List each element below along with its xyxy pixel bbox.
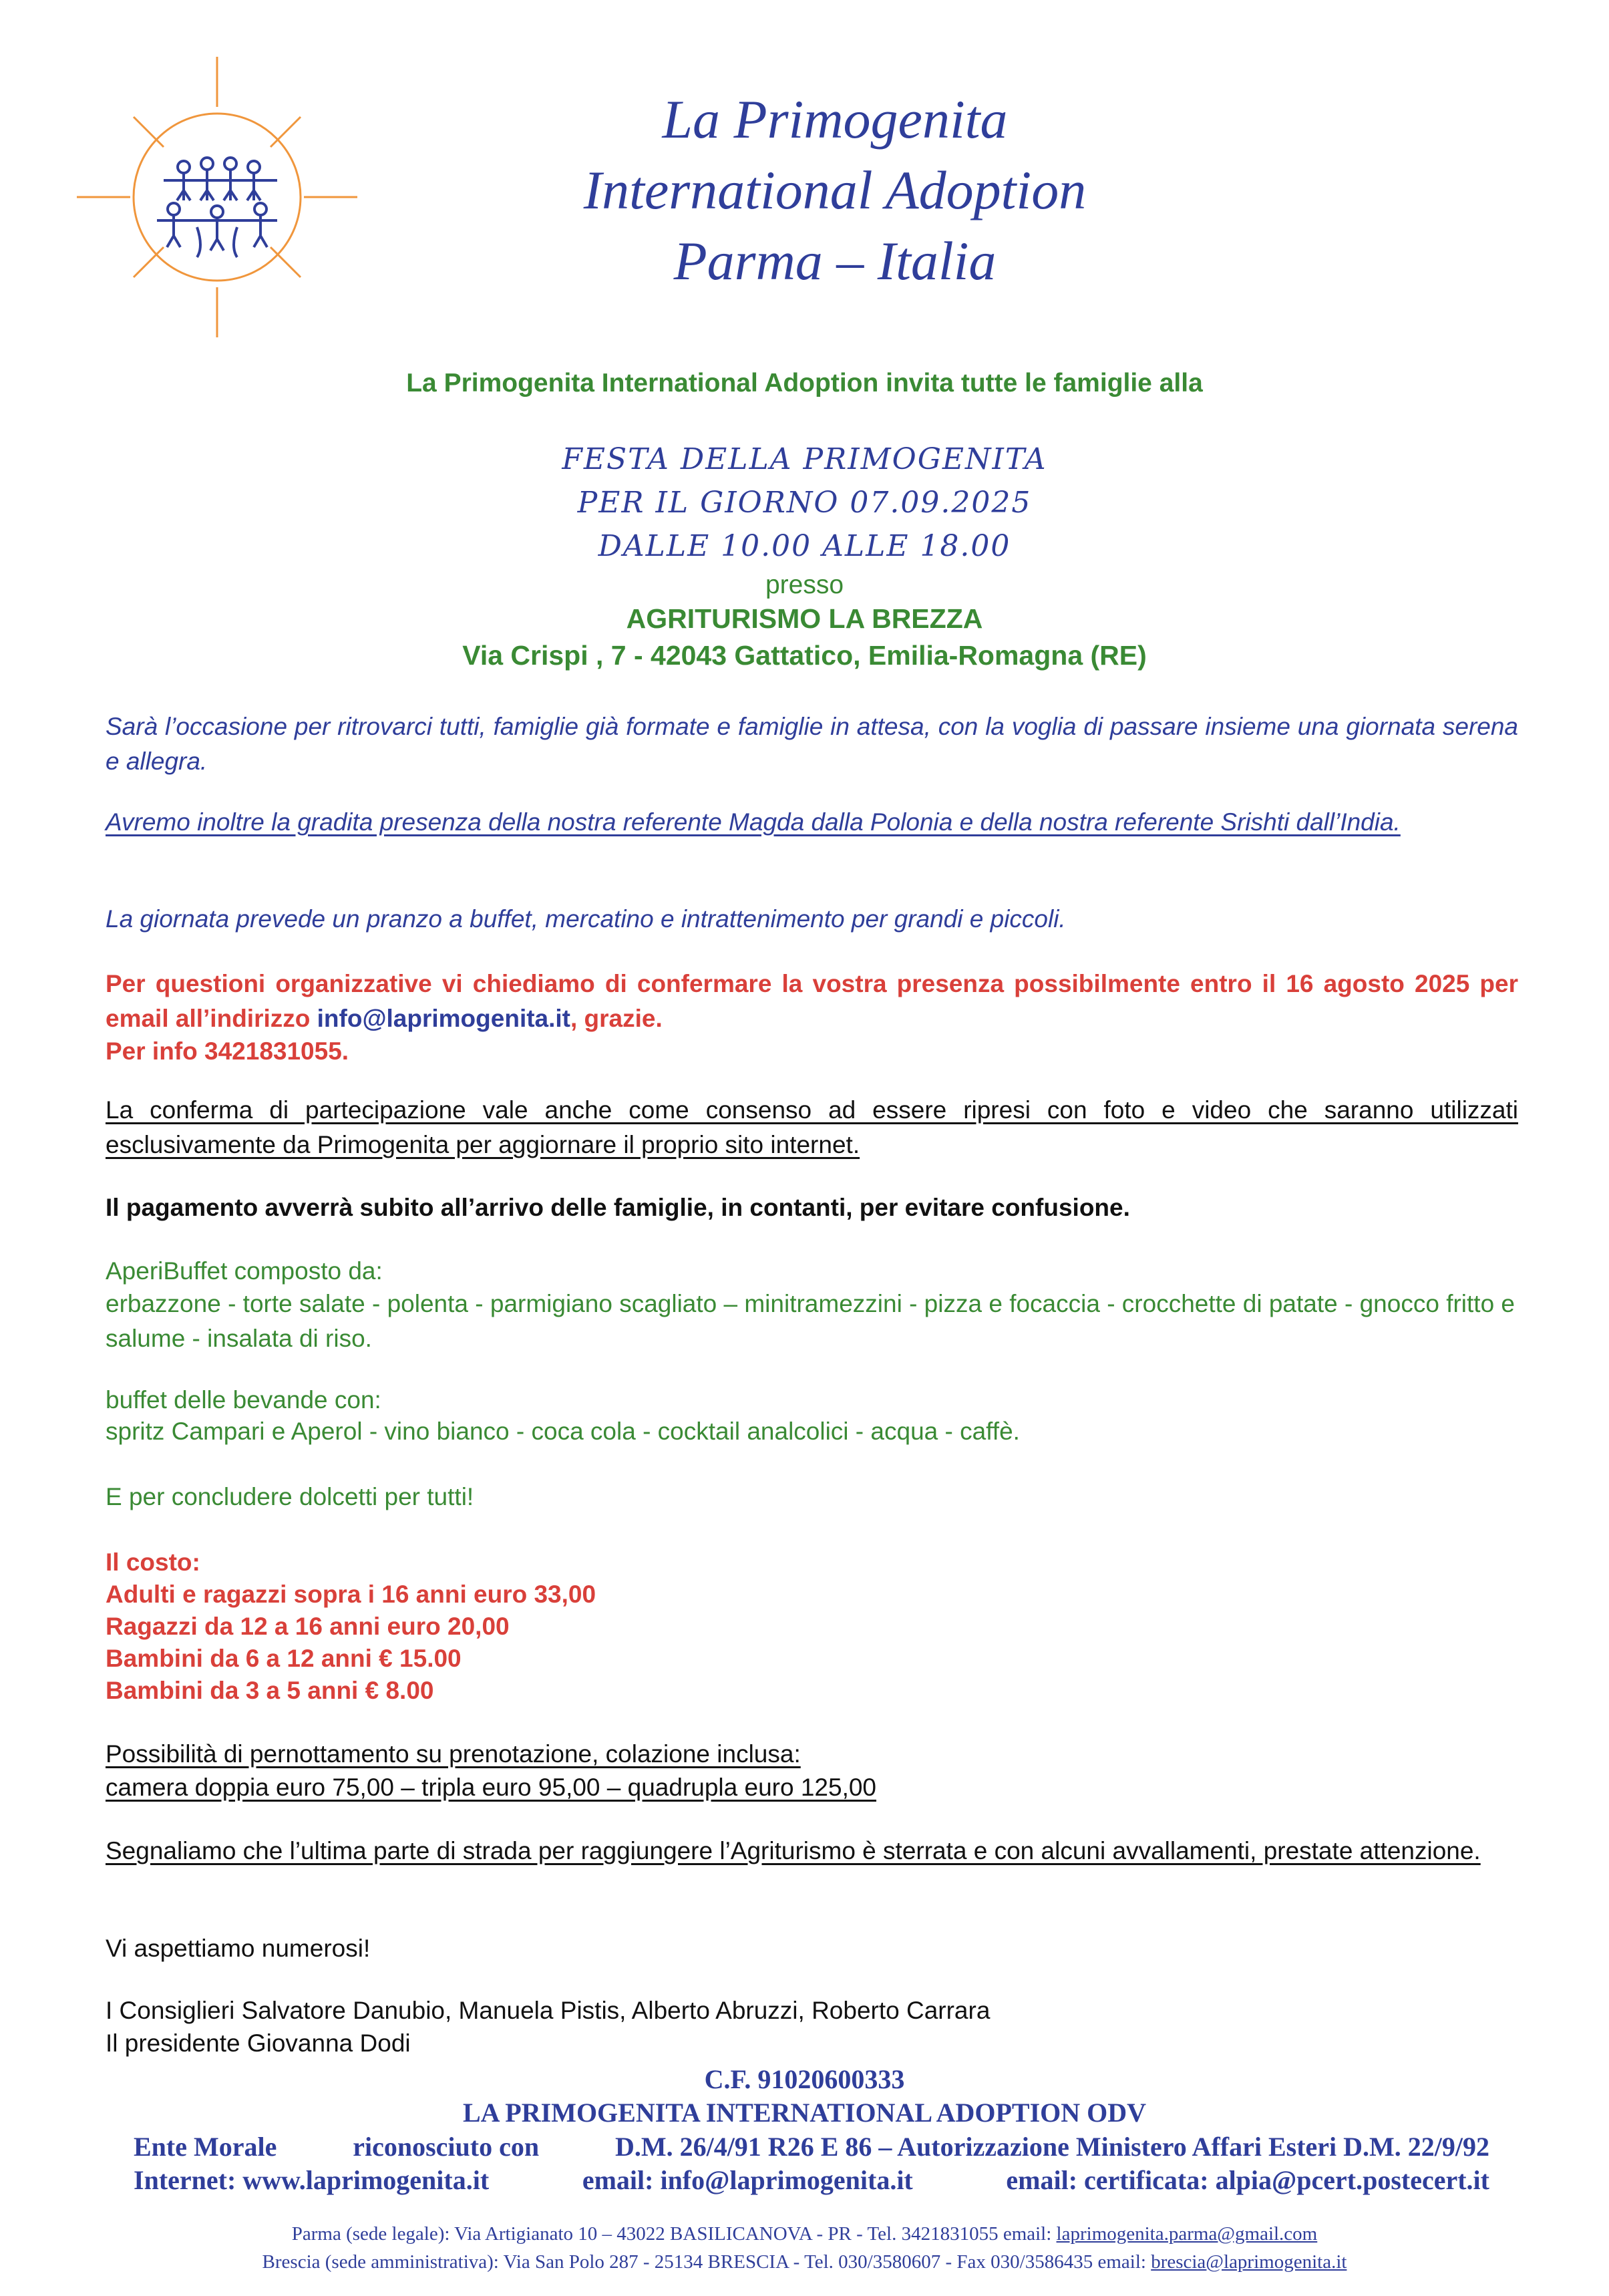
footer-website-link[interactable]: Internet: www.laprimogenita.it (134, 2165, 490, 2195)
org-title-line3: Parma – Italia (673, 230, 997, 291)
org-title-line1: La Primogenita (662, 89, 1008, 150)
footer-brescia-address (0, 2251, 1609, 2273)
org-title-line2: International Adoption (583, 160, 1087, 220)
brescia-address-text: Brescia (sede amministrativa): Via San Polo 287 - 25134 BRESCIA - Tel. 030/3580607 - Fax 030/3586435 email: (262, 2251, 1151, 2273)
paragraph-referents: Avremo inoltre la gradita presenza della nostra referente Magda dalla Polonia e della nostra referente Srishti dall’India. (106, 808, 1401, 836)
paragraph-payment: Il pagamento avverrà subito all’arrivo delle famiglie, in contanti, per evitare confusione. (106, 1194, 1130, 1221)
invite-intro: La Primogenita International Adoption invita tutte le famiglie alla (406, 369, 1203, 397)
paragraph-program: La giornata prevede un pranzo a buffet, mercatino e intrattenimento per grandi e piccoli. (106, 905, 1066, 933)
paragraph-consent: La conferma di partecipazione vale anche come consenso ad essere ripresi con foto e video che saranno utilizzati esclusivamente da Primogenita per aggiornare il proprio sito internet. (106, 1096, 1518, 1158)
closing-line: Vi aspettiamo numerosi! (106, 1935, 371, 1962)
footer-parma-address (0, 2223, 1609, 2245)
stay-title: Possibilità di pernottamento su prenotazione, colazione inclusa: (106, 1740, 801, 1768)
dessert-line: E per concludere dolcetti per tutti! (106, 1483, 474, 1510)
festa-date: PER IL GIORNO 07.09.2025 (577, 486, 1032, 520)
cost-title: Il costo: (106, 1548, 200, 1576)
footer-email-link[interactable]: email: info@laprimogenita.it (582, 2165, 913, 2195)
venue-address: Via Crispi , 7 - 42043 Gattatico, Emilia-Romagna (RE) (462, 640, 1147, 671)
footer-tax-code: C.F. 91020600333 (704, 2064, 905, 2094)
confirmation-email-link[interactable]: info@laprimogenita.it (317, 1005, 570, 1032)
confirmation-thanks: , grazie. (570, 1005, 663, 1032)
info-phone: Per info 3421831055. (106, 1037, 349, 1065)
signature-president: Il presidente Giovanna Dodi (106, 2029, 411, 2057)
paragraph-confirmation (106, 967, 1518, 1036)
stay-prices: camera doppia euro 75,00 – tripla euro 95,00 – quadrupla euro 125,00 (106, 1774, 877, 1801)
sun-with-children-logo (63, 57, 371, 351)
paragraph-occasion: Sarà l’occasione per ritrovarci tutti, famiglie già formate e famiglie in attesa, con la voglia di passare insieme una giornata serena e allegra. (106, 713, 1518, 775)
cost-adults: Adulti e ragazzi sopra i 16 anni euro 33,00 (106, 1581, 596, 1608)
footer-pec-link[interactable]: email: certificata: alpia@pcert.postecert.it (1006, 2165, 1489, 2195)
drinks-title: buffet delle bevande con: (106, 1386, 381, 1414)
footer-dm: D.M. 26/4/91 R26 E 86 – Autorizzazione Ministero Affari Esteri D.M. 22/9/92 (614, 2132, 1489, 2162)
confirmation-text: Per questioni organizzative vi chiediamo di confermare la vostra presenza possibilmente entro il 16 agosto 2025 per email all’indirizzo (106, 970, 1518, 1032)
venue-name: AGRITURISMO LA BREZZA (626, 603, 983, 634)
drinks-items: spritz Campari e Aperol - vino bianco - coca cola - cocktail analcolici - acqua - caffè. (106, 1418, 1020, 1445)
menu-title: AperiBuffet composto da: (106, 1257, 383, 1285)
presso-label: presso (765, 570, 844, 599)
footer-ente: Ente Morale (134, 2132, 277, 2162)
festa-hours: DALLE 10.00 ALLE 18.00 (598, 529, 1011, 563)
road-notice: Segnaliamo che l’ultima parte di strada per raggiungere l’Agriturismo è sterrata e con alcuni avvallamenti, prestate attenzione. (106, 1837, 1481, 1864)
cost-children-6-12: Bambini da 6 a 12 anni € 15.00 (106, 1645, 462, 1672)
footer-registration-row (134, 2131, 1489, 2162)
footer-org-name: LA PRIMOGENITA INTERNATIONAL ADOPTION ODV (462, 2098, 1147, 2128)
signature-councillors: I Consiglieri Salvatore Danubio, Manuela Pistis, Alberto Abruzzi, Roberto Carrara (106, 1997, 991, 2024)
footer-contacts-row (134, 2164, 1489, 2196)
cost-children-3-5: Bambini da 3 a 5 anni € 8.00 (106, 1677, 434, 1704)
cost-teens: Ragazzi da 12 a 16 anni euro 20,00 (106, 1613, 510, 1640)
brescia-email-link[interactable]: brescia@laprimogenita.it (1151, 2251, 1347, 2273)
parma-email-link[interactable]: laprimogenita.parma@gmail.com (1056, 2223, 1318, 2245)
festa-title: FESTA DELLA PRIMOGENITA (562, 442, 1047, 476)
footer-riconosciuto: riconosciuto con (353, 2132, 540, 2162)
parma-address-text: Parma (sede legale): Via Artigianato 10 – 43022 BASILICANOVA - PR - Tel. 3421831055 email: (291, 2223, 1057, 2245)
menu-items: erbazzone - torte salate - polenta - parmigiano scagliato – minitramezzini - pizza e focaccia - crocchette di patate - gnocco fritto e salume - insalata di riso. (106, 1290, 1515, 1352)
